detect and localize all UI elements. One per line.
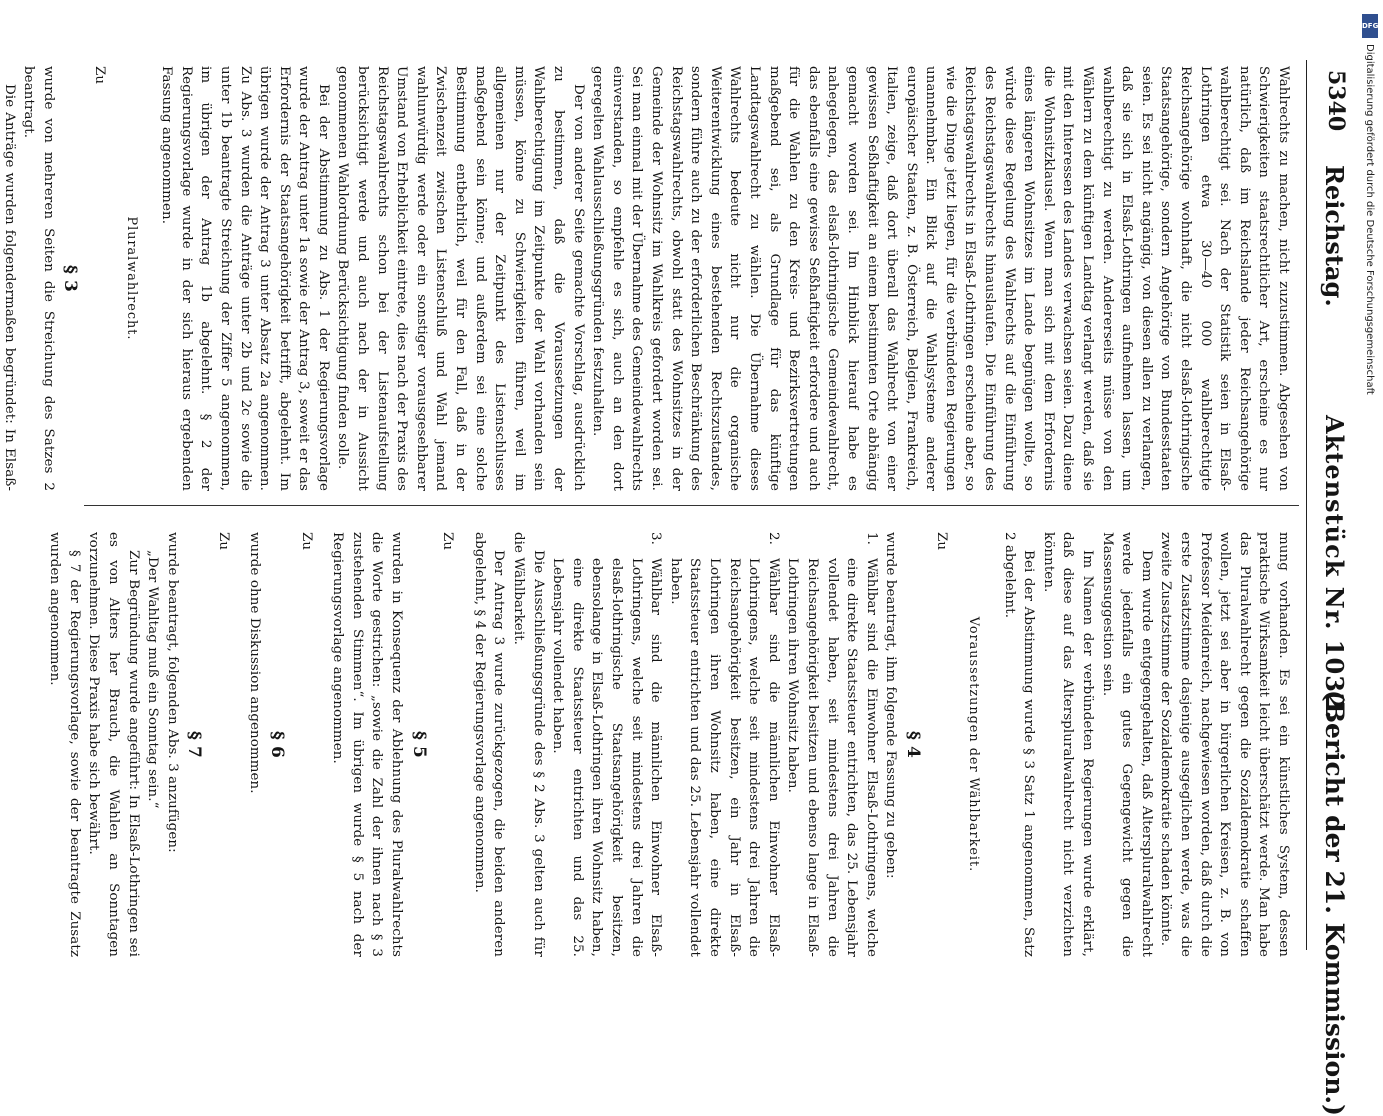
header-rule xyxy=(1306,60,1307,950)
paragraph-mark: § 7 xyxy=(184,731,205,758)
list-item xyxy=(783,532,881,957)
digitization-credit xyxy=(1361,44,1379,944)
paragraph-mark: § 3 xyxy=(60,265,81,292)
zu-label: Zu xyxy=(91,66,107,85)
header-reichstag: Reichstag. xyxy=(1320,165,1349,307)
paragraph-mark: § 4 xyxy=(902,731,923,758)
item-text: Wählbar sind die männlichen Einwohner Elsaß-Lothringens, welche seit mindestens drei Jahren die elsaß-lothringische Staatsangehörigkeit besitzen, ebensolange in Elsaß-Lothringen ihren Wohnsitz haben, eine direkte Staatssteuer entrichten und das 25. Lebensjahr vollendet haben. xyxy=(550,558,664,957)
zu-label: Zu xyxy=(298,532,314,551)
right-column xyxy=(45,532,1293,957)
paragraph: Die Anträge wurden folgendermaßen begründet: In Elsaß- xyxy=(1,84,17,491)
paragraph: Die Ausschließungsgründe des § 2 Abs. 3 gelten auch für die Wählbarkeit. xyxy=(511,532,546,957)
paragraph: Zur Begründung wurde angeführt: In Elsaß-Lothringen sei es von Alters her Brauch, die Wahlen an Sonntagen vorzunehmen. Diese Praxis habe sich bewährt. xyxy=(86,532,141,957)
zu-label: Zu xyxy=(215,532,231,551)
item-text: Wählbar sind die männlichen Einwohner Elsaß-Lothringens, welche seit mindestens drei Jahren die Reichsangehörigkeit besitzen, ein Jahr in Elsaß-Lothringen ihren Wohnsitz haben, eine direkte Staatssteuer entrichten und das 25. Lebensjahr vollendet haben. xyxy=(667,558,781,957)
quoted-text: „Der Wahltag muß ein Sonntag sein.“ xyxy=(145,550,161,809)
list-item xyxy=(665,532,783,957)
paragraph: wurde beantragt, folgenden Abs. 3 anzufügen: xyxy=(164,532,180,853)
item-number: 3. xyxy=(648,532,664,545)
zu-label: Zu xyxy=(934,532,950,551)
paragraph-mark: § 5 xyxy=(408,731,429,758)
paragraph: wurden in Konsequenz der Ablehnung des Pluralwahlrechts die Worte gestrichen: „sowie die Zahl der ihnen nach § 3 zustehenden Stimmen“. Im übrigen wurde § 5 nach der Regierungsvorlage angenommen. xyxy=(330,532,405,957)
item-number: 1. xyxy=(863,532,879,545)
section-heading: Pluralwahlrecht. xyxy=(123,216,139,341)
left-column xyxy=(0,66,1293,491)
header-bericht: (Bericht der 21. Kommission.) xyxy=(1320,690,1349,1116)
paragraph: Bei der Abstimmung wurde § 3 Satz 1 angenommen, Satz 2 abgelehnt. xyxy=(1001,532,1037,957)
paragraph: wurde von mehreren Seiten die Streichung des Satzes 2 beantragt. xyxy=(21,66,56,491)
page-header xyxy=(1315,70,1355,1116)
dfg-logo: DFG xyxy=(1362,14,1378,38)
paragraph: mung vorhanden. Es sei ein künstliches System, dessen praktische Wirksamkeit leicht überschätzt werde. Man habe das Pluralwahlrecht gegen die Sozialdemokratie schaffen wollen, jetzt sei aber in bürgerlichen Kreisen, z. B. von Professor Meidenreich, nachgewiesen worden, daß durch die erste Zusatzstimme dasjenige ausgeglichen werde, was die zweite Zusatzstimme der Sozialdemokratie schaden könnte. xyxy=(1158,532,1291,957)
section-heading: Voraussetzungen der Wählbarkeit. xyxy=(966,616,982,873)
paragraph: Der Antrag 3 wurde zurückgezogen, die beiden anderen abgelehnt, § 4 der Regierungsvorlage angenommen. xyxy=(471,532,507,957)
paragraph: Der von anderer Seite gemachte Vorschlag, ausdrücklich zu bestimmen, daß die Voraussetzungen der Wahlberechtigung im Zeitpunkte der Wahl vorhanden sein müssen, könne zu Schwierigkeiten führen, weil im allgemeinen nur der Zeitpunkt des Listenschlusses maßgebend sein könne; und außerdem sei eine solche Bestimmung entbehrlich, weil für den Fall, daß in der Zwischenzeit zwischen Listenschluß und Wahl jemand wahlunwürdig werde oder ein sonstiger vorausgesehbarer Umstand von Erheblichkeit eintrete, dies nach der Praxis des Reichstagswahlrechts schon bei der Listenaufstellung berücksichtigt werde und auch nach der in Aussicht genommenen Wahlordnung Berücksichtigung finden solle. xyxy=(335,66,586,491)
paragraph: Im Namen der verbündeten Regierungen wurde erklärt, daß diese auf das Alterspluralwahlrecht nicht verzichten könnten. xyxy=(1040,532,1096,957)
zu-label: Zu xyxy=(440,532,456,551)
paragraph: Bei der Abstimmung zu Abs. 1 der Regierungsvorlage wurde der Antrag unter 1a sowie der Antrag 3, soweit er das Erfordernis der Staatsangehörigkeit betrifft, abgelehnt. Im übrigen wurde der Antrag 3 unter Absatz 2a angenommen. Zu Abs. 3 wurden die Anträge unter 2b und 2c sowie die unter 1b beantragte Streichung der Ziffer 5 angenommen, im übrigen der Antrag 1b abgelehnt. § 2 der Regierungsvorlage wurde in der sich hieraus ergebenden Fassung angenommen. xyxy=(159,66,331,491)
list-item xyxy=(548,532,666,957)
column-divider xyxy=(84,505,1299,506)
paragraph-mark: § 6 xyxy=(267,731,288,758)
paragraph: wurde ohne Diskussion angenommen. xyxy=(247,532,263,794)
item-number: 2. xyxy=(765,532,781,545)
paragraph: § 7 der Regierungsvorlage, sowie der beantragte Zusatz wurden angenommen. xyxy=(47,532,82,957)
paragraph: Wahlrechts zu machen, nicht zuzustimmen. Abgesehen von Schwierigkeiten staatsrechtlicher Art, erscheine es nur natürlich, daß im Reichslande jeder Reichsangehörige wahlberechtigt sei. Nach der Statistik seien in Elsaß-Lothringen etwa 30—40 000 wahlberechtigte Reichsangehörige wohnhaft, die nicht elsaß-lothringische Staatsangehörige, sondern Angehörige von Bundesstaaten seien. Es sei nicht angängig, von diesen allen zu verlangen, daß sie sich in Elsaß-Lothringen aufnehmen lassen, um wahlberechtigt zu werden. Andererseits müsse von den Wählern zu dem künftigen Landtag verlangt werden, daß sie mit den Interessen des Landes verwachsen seien. Dazu diene die Wohnsitzklausel. Wenn man sich mit dem Erfordernis eines längeren Wohnsitzes im Lande begnügen wollte, so würde diese Regelung des Wahlrechts auf die Einführung des Reichstagswahlrechts hinauslaufen. Die Einführung des Reichstagswahlrechts in Elsaß-Lothringen erscheine aber, so wie die Dinge jetzt liegen, für die verbündeten Regierungen unannehmbar. Ein Blick auf die Wahlsysteme anderer europäischer Staaten, z. B. Österreich, Belgien, Frankreich, Italien, zeige, daß dort überall das Wahlrecht von einer gewissen Seßhaftigkeit an einem bestimmten Orte abhängig gemacht worden sei. Im Hinblick hierauf habe es nahegelegen, das elsaß-lothringische Gemeindewahlrecht, das ebenfalls eine gewisse Seßhaftigkeit erfordere und auch für die Wahlen zu den Kreis- und Bezirksvertretungen maßgebend sei, als Grundlage für das künftige Landtagswahlrecht zu wählen. Die Übernahme dieses Wahlrechts bedeute nicht nur die organische Weiterentwicklung eines bestehenden Rechtszustandes, sondern führe auch zu der erforderlichen Beschränkung des Reichstagswahlrechts, obwohl statt des Wohnsitzes in der Gemeinde der Wohnsitz im Wahlkreis gefordert worden sei. Sei man einmal mit der Übernahme des Gemeindewahlrechts einverstanden, so empfehle es sich, auch an den dort geregelten Wahlausschließungsgründen festzuhalten. xyxy=(590,66,1291,491)
header-aktenstueck: Aktenstück Nr. 1032. xyxy=(1320,415,1349,720)
paragraph: wurde beantragt, ihm folgende Fassung zu geben: xyxy=(883,532,899,879)
credit-text: Digitalisierung gefördert durch die Deutsche Forschungsgemeinschaft xyxy=(1364,44,1375,395)
page-number: 5340 xyxy=(1323,70,1349,132)
item-text: Wählbar sind die Einwohner Elsaß-Lothringens, welche eine direkte Staatssteuer entrichten, das 25. Lebensjahr vollendet haben, seit mindestens drei Jahren die Reichsangehörigkeit besitzen und ebenso lange in Elsaß-Lothringen ihren Wohnsitz haben. xyxy=(785,558,879,957)
paragraph: Dem wurde entgegengehalten, daß Alterspluralwahlrecht werde jedenfalls ein gutes Gegengewicht gegen die Massensuggestion sein. xyxy=(1099,532,1154,957)
